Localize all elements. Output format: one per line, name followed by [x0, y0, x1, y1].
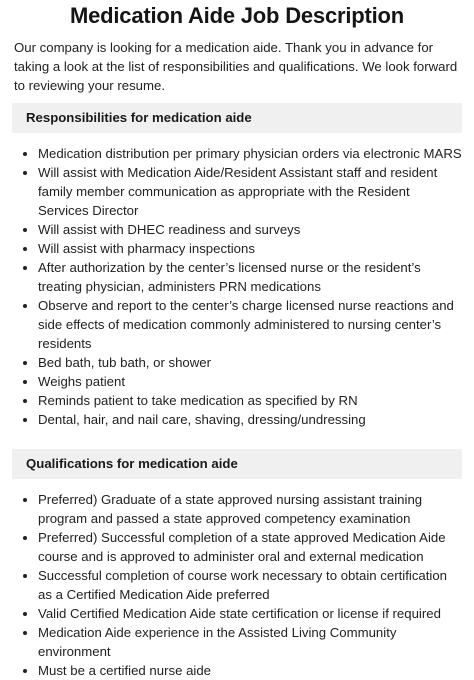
list-item: • After authorization by the center’s licensed nurse or the resident’s treating physician, administers PRN medications	[38, 258, 462, 296]
list-item: • Will assist with DHEC readiness and surveys	[38, 220, 462, 239]
responsibilities-list	[12, 144, 462, 429]
list-item: • Preferred) Successful completion of a state approved Medication Aide course and is approved to administer oral and external medication	[38, 528, 462, 566]
list-item: • Will assist with pharmacy inspections	[38, 239, 462, 258]
list-item: • Medication distribution per primary physician orders via electronic MARS	[38, 144, 462, 163]
list-item: • Will assist with Medication Aide/Resident Assistant staff and resident family member communication as appropriate with the Resident Services Director	[38, 163, 462, 220]
list-item: • Weighs patient	[38, 372, 462, 391]
list-item: • Medication Aide experience in the Assisted Living Community environment	[38, 623, 462, 661]
list-item: • Dental, hair, and nail care, shaving, dressing/undressing	[38, 410, 462, 429]
intro-paragraph: Our company is looking for a medication aide. Thank you in advance for taking a look at the list of responsibilities and qualifications. We look forward to reviewing your resume.	[14, 40, 458, 93]
qualifications-heading: Qualifications for medication aide	[12, 449, 462, 479]
list-item: • Bed bath, tub bath, or shower	[38, 353, 462, 372]
list-item: • Preferred) Graduate of a state approved nursing assistant training program and passed a state approved competency examination	[38, 490, 462, 528]
list-item: • Valid Certified Medication Aide state certification or license if required	[38, 604, 462, 623]
qualifications-list	[12, 490, 462, 680]
list-item: • Successful completion of course work necessary to obtain certification as a Certified Medication Aide preferred	[38, 566, 462, 604]
responsibilities-heading: Responsibilities for medication aide	[12, 103, 462, 133]
list-item: • Reminds patient to take medication as specified by RN	[38, 391, 462, 410]
list-item: • Observe and report to the center’s charge licensed nurse reactions and side effects of medication commonly administered to nursing center’s residents	[38, 296, 462, 353]
page-title: Medication Aide Job Description	[69, 3, 405, 28]
list-item: • Must be a certified nurse aide	[38, 661, 462, 680]
